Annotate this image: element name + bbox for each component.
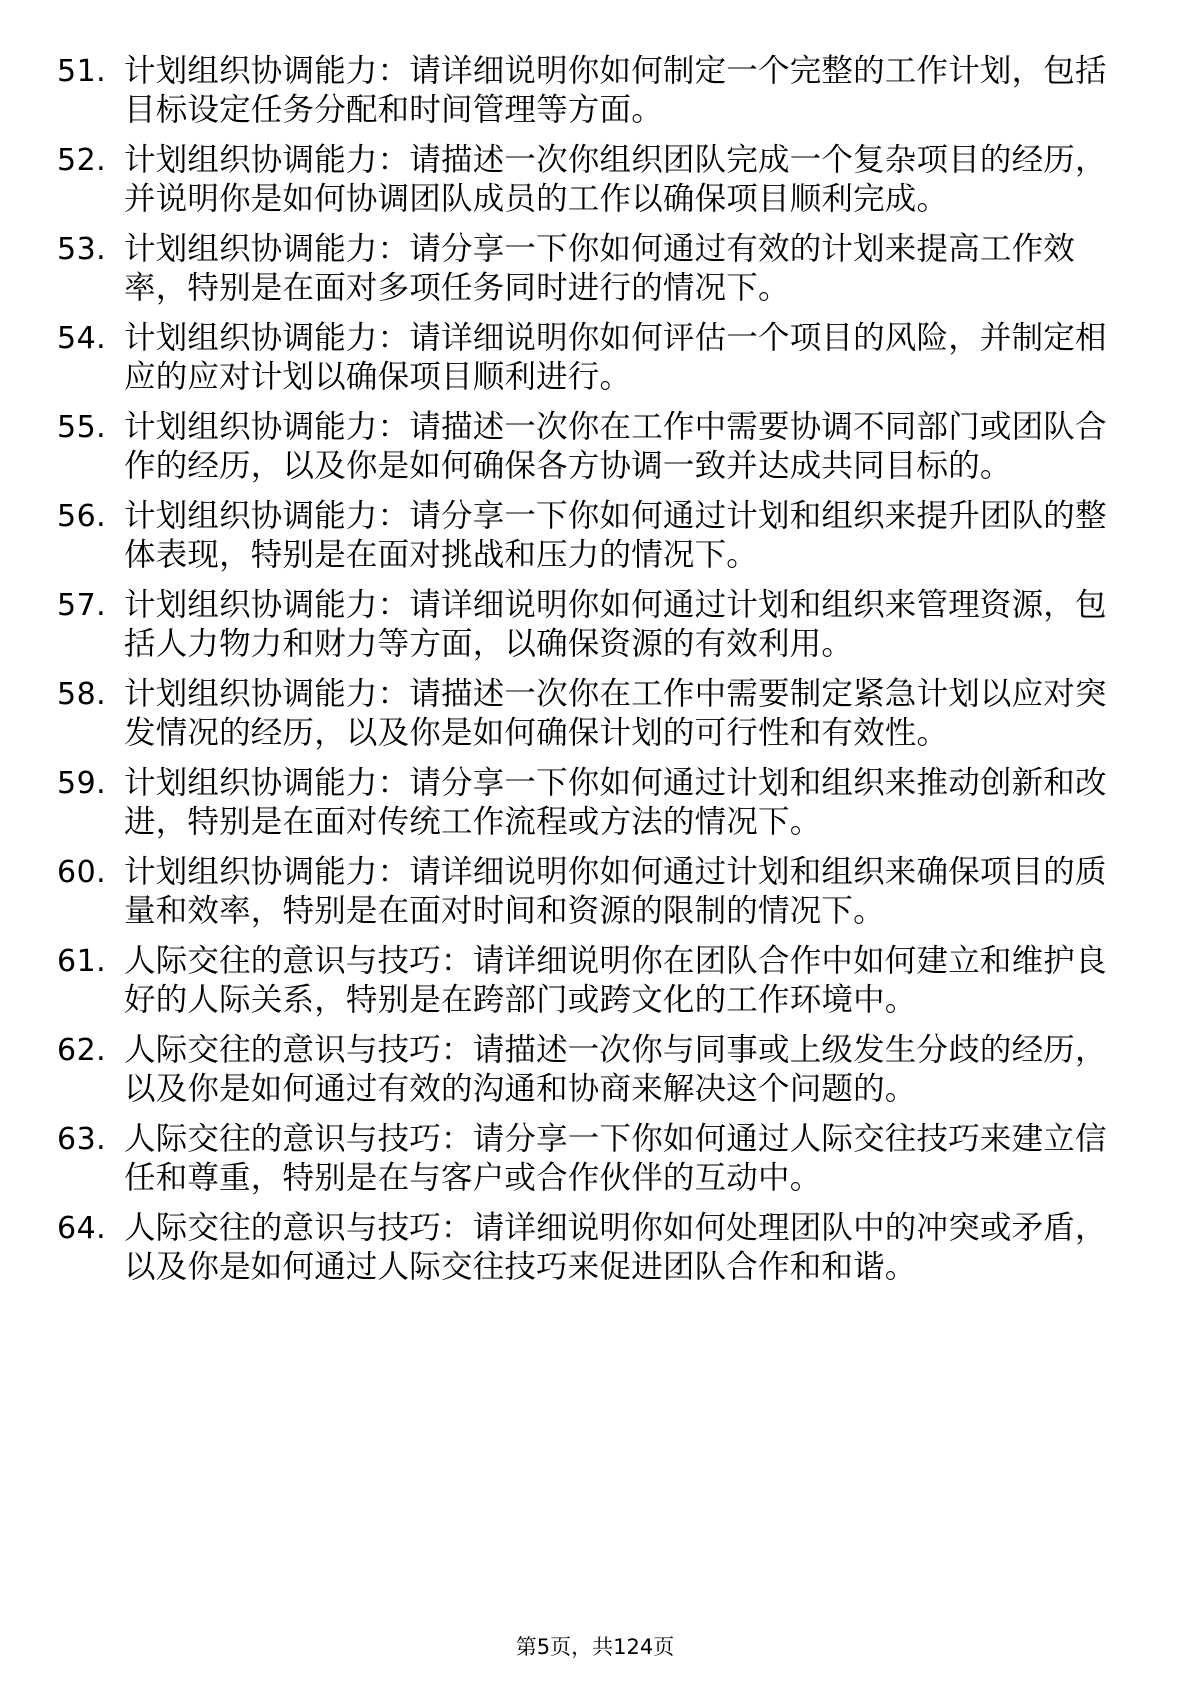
- question-text: 人际交往的意识与技巧：请详细说明你在团队合作中如何建立和维护良好的人际关系，特别是在跨部门或跨文化的工作环境中。: [124, 943, 1107, 1018]
- question-item: [57, 52, 1117, 130]
- question-number: 62.: [57, 1033, 107, 1068]
- question-item: [57, 853, 1117, 931]
- question-item: [57, 942, 1117, 1020]
- question-list: [57, 52, 1117, 1298]
- question-number: 61.: [57, 944, 107, 979]
- question-number: 52.: [57, 143, 107, 178]
- question-text: 计划组织协调能力：请分享一下你如何通过有效的计划来提高工作效率，特别是在面对多项任务同时进行的情况下。: [124, 231, 1076, 306]
- question-number: 63.: [57, 1122, 107, 1157]
- question-number: 53.: [57, 232, 107, 267]
- question-item: [57, 586, 1117, 664]
- question-item: [57, 319, 1117, 397]
- question-number: 60.: [57, 855, 107, 890]
- question-text: 计划组织协调能力：请详细说明你如何评估一个项目的风险，并制定相应的应对计划以确保项目顺利进行。: [124, 320, 1107, 395]
- question-item: [57, 230, 1117, 308]
- question-text: 计划组织协调能力：请详细说明你如何制定一个完整的工作计划，包括目标设定任务分配和时间管理等方面。: [124, 53, 1107, 128]
- question-number: 51.: [57, 54, 107, 89]
- question-number: 58.: [57, 677, 107, 712]
- question-number: 56.: [57, 499, 107, 534]
- question-item: [57, 1031, 1117, 1109]
- question-item: [57, 675, 1117, 753]
- question-text: 人际交往的意识与技巧：请分享一下你如何通过人际交往技巧来建立信任和尊重，特别是在与客户或合作伙伴的互动中。: [124, 1121, 1107, 1196]
- question-text: 计划组织协调能力：请分享一下你如何通过计划和组织来推动创新和改进，特别是在面对传统工作流程或方法的情况下。: [124, 765, 1107, 840]
- question-text: 计划组织协调能力：请描述一次你组织团队完成一个复杂项目的经历，并说明你是如何协调团队成员的工作以确保项目顺利完成。: [124, 142, 1107, 217]
- question-item: [57, 1120, 1117, 1198]
- question-text: 人际交往的意识与技巧：请描述一次你与同事或上级发生分歧的经历，以及你是如何通过有效的沟通和协商来解决这个问题的。: [124, 1032, 1107, 1107]
- question-number: 54.: [57, 321, 107, 356]
- question-number: 57.: [57, 588, 107, 623]
- question-text: 人际交往的意识与技巧：请详细说明你如何处理团队中的冲突或矛盾，以及你是如何通过人际交往技巧来促进团队合作和和谐。: [124, 1210, 1107, 1285]
- question-text: 计划组织协调能力：请描述一次你在工作中需要协调不同部门或团队合作的经历，以及你是如何确保各方协调一致并达成共同目标的。: [124, 409, 1107, 484]
- question-item: [57, 497, 1117, 575]
- question-item: [57, 1209, 1117, 1287]
- page-footer: [0, 1632, 1190, 1662]
- question-number: 55.: [57, 410, 107, 445]
- question-item: [57, 141, 1117, 219]
- question-text: 计划组织协调能力：请描述一次你在工作中需要制定紧急计划以应对突发情况的经历，以及你是如何确保计划的可行性和有效性。: [124, 676, 1107, 751]
- question-item: [57, 408, 1117, 486]
- page-number-label: 第5页，共124页: [515, 1635, 675, 1659]
- question-number: 64.: [57, 1211, 107, 1246]
- question-text: 计划组织协调能力：请详细说明你如何通过计划和组织来确保项目的质量和效率，特别是在面对时间和资源的限制的情况下。: [124, 854, 1107, 929]
- question-item: [57, 764, 1117, 842]
- question-text: 计划组织协调能力：请详细说明你如何通过计划和组织来管理资源，包括人力物力和财力等方面，以确保资源的有效利用。: [124, 587, 1107, 662]
- question-text: 计划组织协调能力：请分享一下你如何通过计划和组织来提升团队的整体表现，特别是在面对挑战和压力的情况下。: [124, 498, 1107, 573]
- question-number: 59.: [57, 766, 107, 801]
